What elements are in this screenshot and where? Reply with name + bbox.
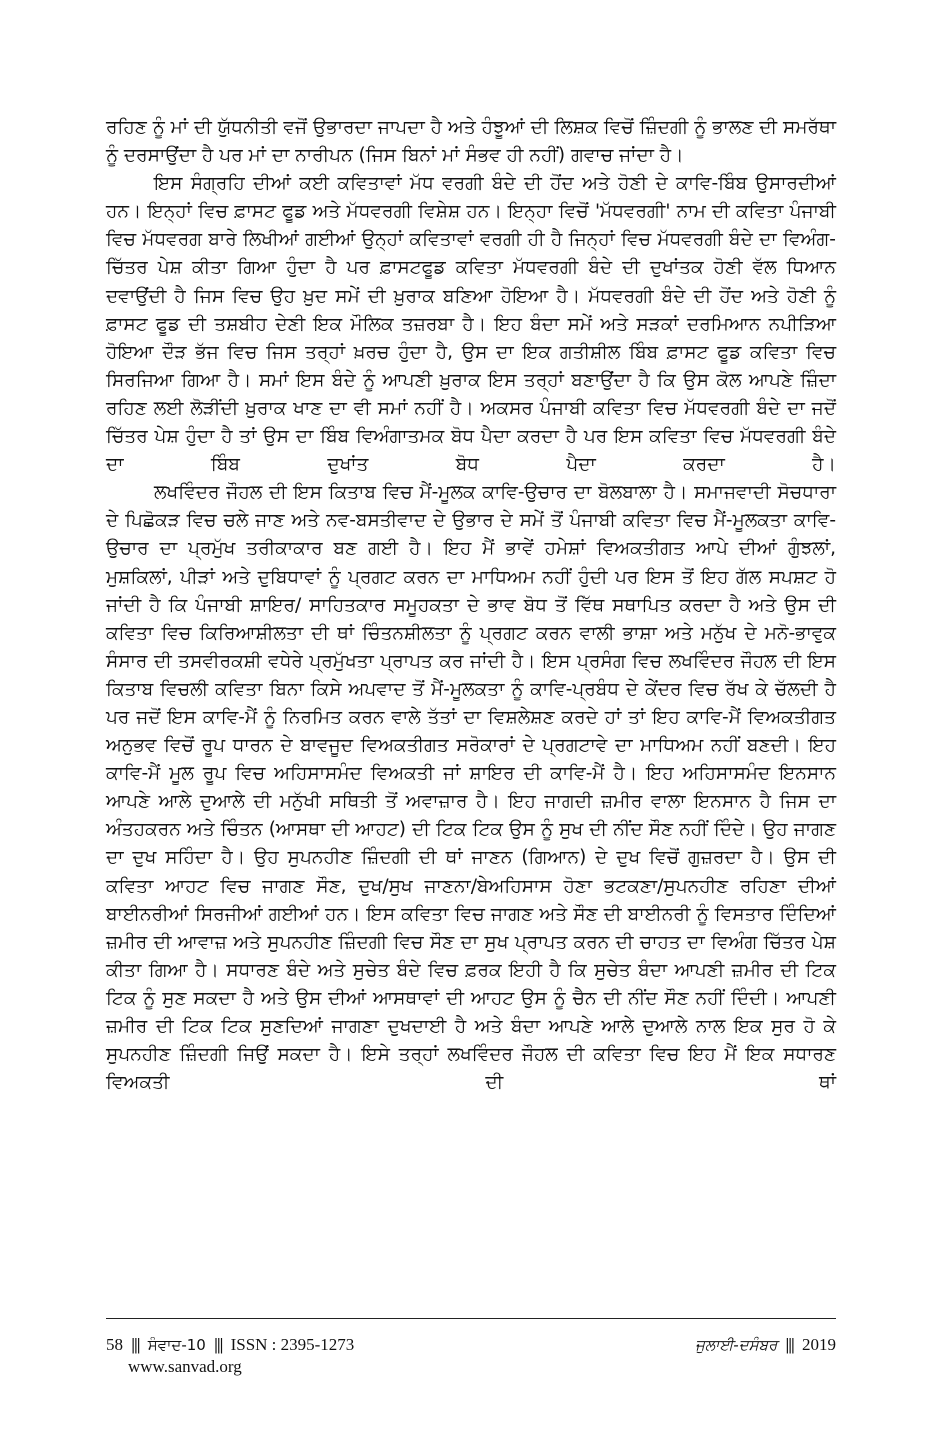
footer-divider — [106, 1318, 836, 1319]
footer-right — [695, 1334, 836, 1356]
page-number: 58 — [106, 1335, 123, 1354]
footer-left — [106, 1334, 354, 1378]
publication-period: ਜੁਲਾਈ-ਦਸੰਬਰ — [695, 1336, 778, 1354]
footer-separator: ||| — [785, 1335, 794, 1354]
article-body — [106, 114, 836, 1097]
website-link[interactable]: www.sanvad.org — [128, 1357, 242, 1376]
paragraph-1: ਰਹਿਣ ਨੂੰ ਮਾਂ ਦੀ ਯੁੱਧਨੀਤੀ ਵਜੋਂ ਉਭਾਰਦਾ ਜਾਪਦਾ ਹੈ ਅਤੇ ਹੰਝੂਆਂ ਦੀ ਲਿਸ਼ਕ ਵਿਚੋਂ ਜ਼ਿੰਦਗੀ ਨੂੰ ਭਾਲਣ ਦੀ ਸਮਰੱਥਾ ਨੂੰ ਦਰਸਾਉਂਦਾ ਹੈ ਪਰ ਮਾਂ ਦਾ ਨਾਰੀਪਨ (ਜਿਸ ਬਿਨਾਂ ਮਾਂ ਸੰਭਵ ਹੀ ਨਹੀਂ) ਗਵਾਚ ਜਾਂਦਾ ਹੈ। — [106, 117, 836, 167]
issn-label: ISSN : 2395-1273 — [230, 1335, 355, 1354]
paragraph-2: ਇਸ ਸੰਗ੍ਰਹਿ ਦੀਆਂ ਕਈ ਕਵਿਤਾਵਾਂ ਮੱਧ ਵਰਗੀ ਬੰਦੇ ਦੀ ਹੋਂਦ ਅਤੇ ਹੋਣੀ ਦੇ ਕਾਵਿ-ਬਿੰਬ ਉਸਾਰਦੀਆਂ ਹਨ। ਇਨ੍ਹਾਂ ਵਿਚ ਫ਼ਾਸਟ ਫੂਡ ਅਤੇ ਮੱਧਵਰਗੀ ਵਿਸ਼ੇਸ਼ ਹਨ। ਇਨ੍ਹਾ ਵਿਚੋਂ 'ਮੱਧਵਰਗੀ' ਨਾਮ ਦੀ ਕਵਿਤਾ ਪੰਜਾਬੀ ਵਿਚ ਮੱਧਵਰਗ ਬਾਰੇ ਲਿਖੀਆਂ ਗਈਆਂ ਉਨ੍ਹਾਂ ਕਵਿਤਾਵਾਂ ਵਰਗੀ ਹੀ ਹੈ ਜਿਨ੍ਹਾਂ ਵਿਚ ਮੱਧਵਰਗੀ ਬੰਦੇ ਦਾ ਵਿਅੰਗ-ਚਿੱਤਰ ਪੇਸ਼ ਕੀਤਾ ਗਿਆ ਹੁੰਦਾ ਹੈ ਪਰ ਫ਼ਾਸਟਫੂਡ ਕਵਿਤਾ ਮੱਧਵਰਗੀ ਬੰਦੇ ਦੀ ਦੁਖਾਂਤਕ ਹੋਣੀ ਵੱਲ ਧਿਆਨ ਦਵਾਉਂਦੀ ਹੈ ਜਿਸ ਵਿਚ ਉਹ ਖ਼ੁਦ ਸਮੇਂ ਦੀ ਖ਼ੁਰਾਕ ਬਣਿਆ ਹੋਇਆ ਹੈ। ਮੱਧਵਰਗੀ ਬੰਦੇ ਦੀ ਹੋਂਦ ਅਤੇ ਹੋਣੀ ਨੂੰ ਫ਼ਾਸਟ ਫੂਡ ਦੀ ਤਸ਼ਬੀਹ ਦੇਣੀ ਇਕ ਮੌਲਿਕ ਤਜ਼ਰਬਾ ਹੈ। ਇਹ ਬੰਦਾ ਸਮੇਂ ਅਤੇ ਸੜਕਾਂ ਦਰਮਿਆਨ ਨਪੀੜਿਆ ਹੋਇਆ ਦੌੜ ਭੱਜ ਵਿਚ ਜਿਸ ਤਰ੍ਹਾਂ ਖ਼ਰਚ ਹੁੰਦਾ ਹੈ, ਉਸ ਦਾ ਇਕ ਗਤੀਸ਼ੀਲ ਬਿੰਬ ਫ਼ਾਸਟ ਫੂਡ ਕਵਿਤਾ ਵਿਚ ਸਿਰਜਿਆ ਗਿਆ ਹੈ। ਸਮਾਂ ਇਸ ਬੰਦੇ ਨੂੰ ਆਪਣੀ ਖ਼ੁਰਾਕ ਇਸ ਤਰ੍ਹਾਂ ਬਣਾਉਂਦਾ ਹੈ ਕਿ ਉਸ ਕੋਲ ਆਪਣੇ ਜ਼ਿੰਦਾ ਰਹਿਣ ਲਈ ਲੋੜੀਂਦੀ ਖ਼ੁਰਾਕ ਖਾਣ ਦਾ ਵੀ ਸਮਾਂ ਨਹੀਂ ਹੈ। ਅਕਸਰ ਪੰਜਾਬੀ ਕਵਿਤਾ ਵਿਚ ਮੱਧਵਰਗੀ ਬੰਦੇ ਦਾ ਜਦੋਂ ਚਿੱਤਰ ਪੇਸ਼ ਹੁੰਦਾ ਹੈ ਤਾਂ ਉਸ ਦਾ ਬਿੰਬ ਵਿਅੰਗਾਤਮਕ ਬੋਧ ਪੈਦਾ ਕਰਦਾ ਹੈ ਪਰ ਇਸ ਕਵਿਤਾ ਵਿਚ ਮੱਧਵਰਗੀ ਬੰਦੇ ਦਾ ਬਿੰਬ ਦੁਖਾਂਤ ਬੋਧ ਪੈਦਾ ਕਰਦਾ ਹੈ। — [106, 173, 836, 476]
footer-separator: ||| — [214, 1335, 223, 1354]
footer-separator: ||| — [131, 1335, 140, 1354]
journal-name: ਸੰਵਾਦ-10 — [147, 1336, 206, 1354]
publication-year: 2019 — [802, 1335, 836, 1354]
paragraph-3: ਲਖਵਿੰਦਰ ਜੌਹਲ ਦੀ ਇਸ ਕਿਤਾਬ ਵਿਚ ਮੈਂ-ਮੂਲਕ ਕਾਵਿ-ਉਚਾਰ ਦਾ ਬੋਲਬਾਲਾ ਹੈ। ਸਮਾਜਵਾਦੀ ਸੋਚਧਾਰਾ ਦੇ ਪਿਛੋਕੜ ਵਿਚ ਚਲੇ ਜਾਣ ਅਤੇ ਨਵ-ਬਸਤੀਵਾਦ ਦੇ ਉਭਾਰ ਦੇ ਸਮੇਂ ਤੋਂ ਪੰਜਾਬੀ ਕਵਿਤਾ ਵਿਚ ਮੈਂ-ਮੂਲਕਤਾ ਕਾਵਿ-ਉਚਾਰ ਦਾ ਪ੍ਰਮੁੱਖ ਤਰੀਕਾਕਾਰ ਬਣ ਗਈ ਹੈ। ਇਹ ਮੈਂ ਭਾਵੇਂ ਹਮੇਸ਼ਾਂ ਵਿਅਕਤੀਗਤ ਆਪੇ ਦੀਆਂ ਗੁੰਝਲਾਂ, ਮੁਸ਼ਕਿਲਾਂ, ਪੀੜਾਂ ਅਤੇ ਦੁਬਿਧਾਵਾਂ ਨੂੰ ਪ੍ਰਗਟ ਕਰਨ ਦਾ ਮਾਧਿਅਮ ਨਹੀਂ ਹੁੰਦੀ ਪਰ ਇਸ ਤੋਂ ਇਹ ਗੱਲ ਸਪਸ਼ਟ ਹੋ ਜਾਂਦੀ ਹੈ ਕਿ ਪੰਜਾਬੀ ਸ਼ਾਇਰ/ ਸਾਹਿਤਕਾਰ ਸਮੂਹਕਤਾ ਦੇ ਭਾਵ ਬੋਧ ਤੋਂ ਵਿੱਥ ਸਥਾਪਿਤ ਕਰਦਾ ਹੈ ਅਤੇ ਉਸ ਦੀ ਕਵਿਤਾ ਵਿਚ ਕਿਰਿਆਸ਼ੀਲਤਾ ਦੀ ਥਾਂ ਚਿੰਤਨਸ਼ੀਲਤਾ ਨੂੰ ਪ੍ਰਗਟ ਕਰਨ ਵਾਲੀ ਭਾਸ਼ਾ ਅਤੇ ਮਨੁੱਖ ਦੇ ਮਨੋ-ਭਾਵੁਕ ਸੰਸਾਰ ਦੀ ਤਸਵੀਰਕਸ਼ੀ ਵਧੇਰੇ ਪ੍ਰਮੁੱਖਤਾ ਪ੍ਰਾਪਤ ਕਰ ਜਾਂਦੀ ਹੈ। ਇਸ ਪ੍ਰਸੰਗ ਵਿਚ ਲਖਵਿੰਦਰ ਜੌਹਲ ਦੀ ਇਸ ਕਿਤਾਬ ਵਿਚਲੀ ਕਵਿਤਾ ਬਿਨਾ ਕਿਸੇ ਅਪਵਾਦ ਤੋਂ ਮੈਂ-ਮੂਲਕਤਾ ਨੂੰ ਕਾਵਿ-ਪ੍ਰਬੰਧ ਦੇ ਕੇਂਦਰ ਵਿਚ ਰੱਖ ਕੇ ਚੱਲਦੀ ਹੈ ਪਰ ਜਦੋਂ ਇਸ ਕਾਵਿ-ਮੈਂ ਨੂੰ ਨਿਰਮਿਤ ਕਰਨ ਵਾਲੇ ਤੱਤਾਂ ਦਾ ਵਿਸ਼ਲੇਸ਼ਣ ਕਰਦੇ ਹਾਂ ਤਾਂ ਇਹ ਕਾਵਿ-ਮੈਂ ਵਿਅਕਤੀਗਤ ਅਨੁਭਵ ਵਿਚੋਂ ਰੂਪ ਧਾਰਨ ਦੇ ਬਾਵਜੂਦ ਵਿਅਕਤੀਗਤ ਸਰੋਕਾਰਾਂ ਦੇ ਪ੍ਰਗਟਾਵੇ ਦਾ ਮਾਧਿਅਮ ਨਹੀਂ ਬਣਦੀ। ਇਹ ਕਾਵਿ-ਮੈਂ ਮੂਲ ਰੂਪ ਵਿਚ ਅਹਿਸਾਸਮੰਦ ਵਿਅਕਤੀ ਜਾਂ ਸ਼ਾਇਰ ਦੀ ਕਾਵਿ-ਮੈਂ ਹੈ। ਇਹ ਅਹਿਸਾਸਮੰਦ ਇਨਸਾਨ ਆਪਣੇ ਆਲੇ ਦੁਆਲੇ ਦੀ ਮਨੁੱਖੀ ਸਥਿਤੀ ਤੋਂ ਅਵਾਜ਼ਾਰ ਹੈ। ਇਹ ਜਾਗਦੀ ਜ਼ਮੀਰ ਵਾਲਾ ਇਨਸਾਨ ਹੈ ਜਿਸ ਦਾ ਅੰਤਹਕਰਨ ਅਤੇ ਚਿੰਤਨ (ਆਸਥਾ ਦੀ ਆਹਟ) ਦੀ ਟਿਕ ਟਿਕ ਉਸ ਨੂੰ ਸੁਖ ਦੀ ਨੀਂਦ ਸੌਣ ਨਹੀਂ ਦਿੰਦੇ। ਉਹ ਜਾਗਣ ਦਾ ਦੁਖ ਸਹਿੰਦਾ ਹੈ। ਉਹ ਸੁਪਨਹੀਣ ਜ਼ਿੰਦਗੀ ਦੀ ਥਾਂ ਜਾਣਨ (ਗਿਆਨ) ਦੇ ਦੁਖ ਵਿਚੋਂ ਗੁਜ਼ਰਦਾ ਹੈ। ਉਸ ਦੀ ਕਵਿਤਾ ਆਹਟ ਵਿਚ ਜਾਗਣ ਸੌਣ, ਦੁਖ/ਸੁਖ ਜਾਣਨਾ/ਬੇਅਹਿਸਾਸ ਹੋਣਾ ਭਟਕਣਾ/ਸੁਪਨਹੀਣ ਰਹਿਣਾ ਦੀਆਂ ਬਾਈਨਰੀਆਂ ਸਿਰਜੀਆਂ ਗਈਆਂ ਹਨ। ਇਸ ਕਵਿਤਾ ਵਿਚ ਜਾਗਣ ਅਤੇ ਸੌਣ ਦੀ ਬਾਈਨਰੀ ਨੂੰ ਵਿਸਤਾਰ ਦਿੰਦਿਆਂ ਜ਼ਮੀਰ ਦੀ ਆਵਾਜ਼ ਅਤੇ ਸੁਪਨਹੀਣ ਜ਼ਿੰਦਗੀ ਵਿਚ ਸੌਣ ਦਾ ਸੁਖ ਪ੍ਰਾਪਤ ਕਰਨ ਦੀ ਚਾਹਤ ਦਾ ਵਿਅੰਗ ਚਿੱਤਰ ਪੇਸ਼ ਕੀਤਾ ਗਿਆ ਹੈ। ਸਧਾਰਣ ਬੰਦੇ ਅਤੇ ਸੁਚੇਤ ਬੰਦੇ ਵਿਚ ਫ਼ਰਕ ਇਹੀ ਹੈ ਕਿ ਸੁਚੇਤ ਬੰਦਾ ਆਪਣੀ ਜ਼ਮੀਰ ਦੀ ਟਿਕ ਟਿਕ ਨੂੰ ਸੁਣ ਸਕਦਾ ਹੈ ਅਤੇ ਉਸ ਦੀਆਂ ਆਸਥਾਵਾਂ ਦੀ ਆਹਟ ਉਸ ਨੂੰ ਚੈਨ ਦੀ ਨੀਂਦ ਸੌਣ ਨਹੀਂ ਦਿੰਦੀ। ਆਪਣੀ ਜ਼ਮੀਰ ਦੀ ਟਿਕ ਟਿਕ ਸੁਣਦਿਆਂ ਜਾਗਣਾ ਦੁਖਦਾਈ ਹੈ ਅਤੇ ਬੰਦਾ ਆਪਣੇ ਆਲੇ ਦੁਆਲੇ ਨਾਲ ਇਕ ਸੁਰ ਹੋ ਕੇ ਸੁਪਨਹੀਣ ਜ਼ਿੰਦਗੀ ਜਿਉਂ ਸਕਦਾ ਹੈ। ਇਸੇ ਤਰ੍ਹਾਂ ਲਖਵਿੰਦਰ ਜੌਹਲ ਦੀ ਕਵਿਤਾ ਵਿਚ ਇਹ ਮੈਂ ਇਕ ਸਧਾਰਣ ਵਿਅਕਤੀ ਦੀ ਥਾਂ — [106, 482, 836, 1094]
